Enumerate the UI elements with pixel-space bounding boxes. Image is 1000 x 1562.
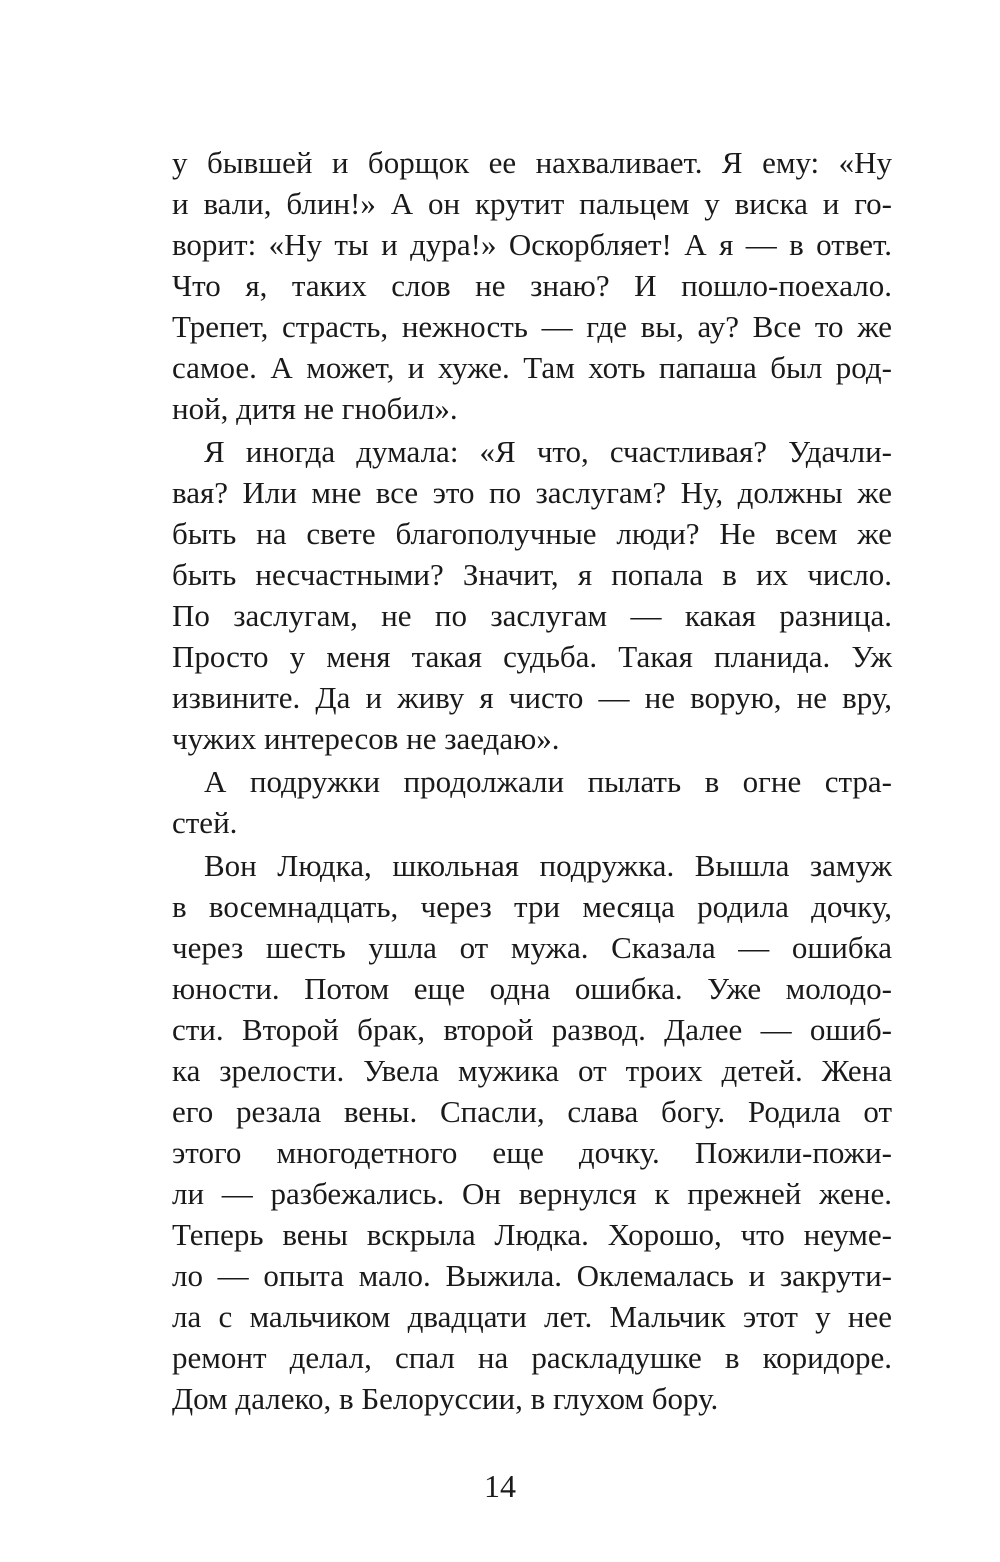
text-line: сти. Второй брак, второй развод. Далее — ошиб- bbox=[172, 1012, 892, 1047]
text-line: Трепет, страсть, нежность — где вы, ау? Все то же bbox=[172, 309, 892, 344]
text-line: ворит: «Ну ты и дура!» Оскорбляет! А я — в ответ. bbox=[172, 227, 892, 262]
text-line: Теперь вены вскрыла Людка. Хорошо, что неуме- bbox=[172, 1217, 892, 1252]
text-line: в восемнадцать, через три месяца родила дочку, bbox=[172, 889, 892, 924]
text-line: у бывшей и борщок ее нахваливает. Я ему: «Ну bbox=[172, 145, 892, 180]
text-line: Дом далеко, в Белоруссии, в глухом бору. bbox=[172, 1381, 719, 1416]
page-number: 14 bbox=[484, 1468, 516, 1504]
paragraph-1 bbox=[172, 142, 892, 429]
text-line: По заслугам, не по заслугам — какая разница. bbox=[172, 598, 892, 633]
text-line: через шесть ушла от мужа. Сказала — ошибка bbox=[172, 930, 892, 965]
text-line: быть несчастными? Значит, я попала в их число. bbox=[172, 557, 892, 592]
text-line: самое. А может, и хуже. Там хоть папаша был род- bbox=[172, 350, 892, 385]
paragraph-3 bbox=[172, 761, 892, 843]
text-line: ло — опыта мало. Выжила. Оклемалась и закрути- bbox=[172, 1258, 892, 1293]
text-line: извините. Да и живу я чисто — не ворую, не вру, bbox=[172, 680, 892, 715]
text-line: быть на свете благополучные люди? Не всем же bbox=[172, 516, 892, 551]
text-line: Вон Людка, школьная подружка. Вышла замуж bbox=[204, 848, 892, 883]
text-line: А подружки продолжали пылать в огне стра- bbox=[204, 764, 892, 799]
text-line: Я иногда думала: «Я что, счастливая? Удачли- bbox=[204, 434, 892, 469]
paragraph-4 bbox=[172, 845, 892, 1419]
text-line: ли — разбежались. Он вернулся к прежней жене. bbox=[172, 1176, 892, 1211]
text-line: этого многодетного еще дочку. Пожили-пожи- bbox=[172, 1135, 892, 1170]
text-line: ка зрелости. Увела мужика от троих детей. Жена bbox=[172, 1053, 892, 1088]
page-body bbox=[172, 142, 892, 1419]
text-line: стей. bbox=[172, 805, 238, 840]
text-line: ной, дитя не гнобил». bbox=[172, 391, 458, 426]
text-line: и вали, блин!» А он крутит пальцем у виска и го- bbox=[172, 186, 892, 221]
text-line: Что я, таких слов не знаю? И пошло-поехало. bbox=[172, 268, 892, 303]
text-line: вая? Или мне все это по заслугам? Ну, должны же bbox=[172, 475, 892, 510]
text-line: юности. Потом еще одна ошибка. Уже молодо- bbox=[172, 971, 892, 1006]
text-line: его резала вены. Спасли, слава богу. Родила от bbox=[172, 1094, 892, 1129]
text-line: ла с мальчиком двадцати лет. Мальчик этот у нее bbox=[172, 1299, 892, 1334]
text-line: ремонт делал, спал на раскладушке в коридоре. bbox=[172, 1340, 892, 1375]
text-line: чужих интересов не заедаю». bbox=[172, 721, 560, 756]
paragraph-2 bbox=[172, 431, 892, 759]
text-line: Просто у меня такая судьба. Такая планида. Уж bbox=[172, 639, 892, 674]
